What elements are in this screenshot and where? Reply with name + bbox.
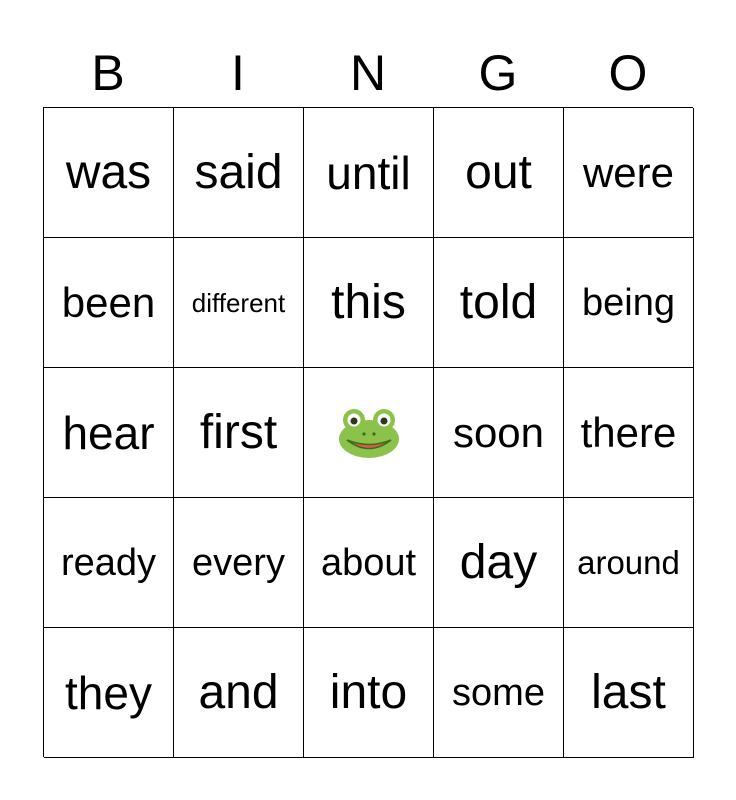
bingo-cell[interactable]: there <box>564 368 694 498</box>
bingo-cell[interactable]: they <box>44 628 174 758</box>
bingo-cell[interactable]: ready <box>44 498 174 628</box>
free-space-cell[interactable] <box>304 368 434 498</box>
bingo-cell[interactable]: around <box>564 498 694 628</box>
bingo-cell[interactable]: been <box>44 238 174 368</box>
bingo-cell[interactable]: said <box>174 108 304 238</box>
bingo-cell[interactable]: into <box>304 628 434 758</box>
bingo-cell[interactable]: last <box>564 628 694 758</box>
header-letter-n: N <box>349 45 387 101</box>
bingo-cell[interactable]: different <box>174 238 304 368</box>
bingo-board <box>43 107 693 757</box>
bingo-cell[interactable]: first <box>174 368 304 498</box>
bingo-cell[interactable]: this <box>304 238 434 368</box>
bingo-cell[interactable]: told <box>434 238 564 368</box>
bingo-cell[interactable]: out <box>434 108 564 238</box>
bingo-cell[interactable]: until <box>304 108 434 238</box>
bingo-cell[interactable]: were <box>564 108 694 238</box>
frog-face-icon <box>337 407 401 459</box>
header-letter-b: B <box>91 45 125 101</box>
header-letter-o: O <box>608 45 648 101</box>
bingo-header <box>43 40 693 106</box>
bingo-cell[interactable]: day <box>434 498 564 628</box>
bingo-cell[interactable]: every <box>174 498 304 628</box>
bingo-cell[interactable]: some <box>434 628 564 758</box>
header-letter-g: G <box>478 45 518 101</box>
bingo-cell[interactable]: hear <box>44 368 174 498</box>
bingo-cell[interactable]: about <box>304 498 434 628</box>
bingo-cell[interactable]: soon <box>434 368 564 498</box>
header-letter-i: I <box>231 45 245 101</box>
bingo-cell[interactable]: and <box>174 628 304 758</box>
bingo-cell[interactable]: being <box>564 238 694 368</box>
bingo-cell[interactable]: was <box>44 108 174 238</box>
